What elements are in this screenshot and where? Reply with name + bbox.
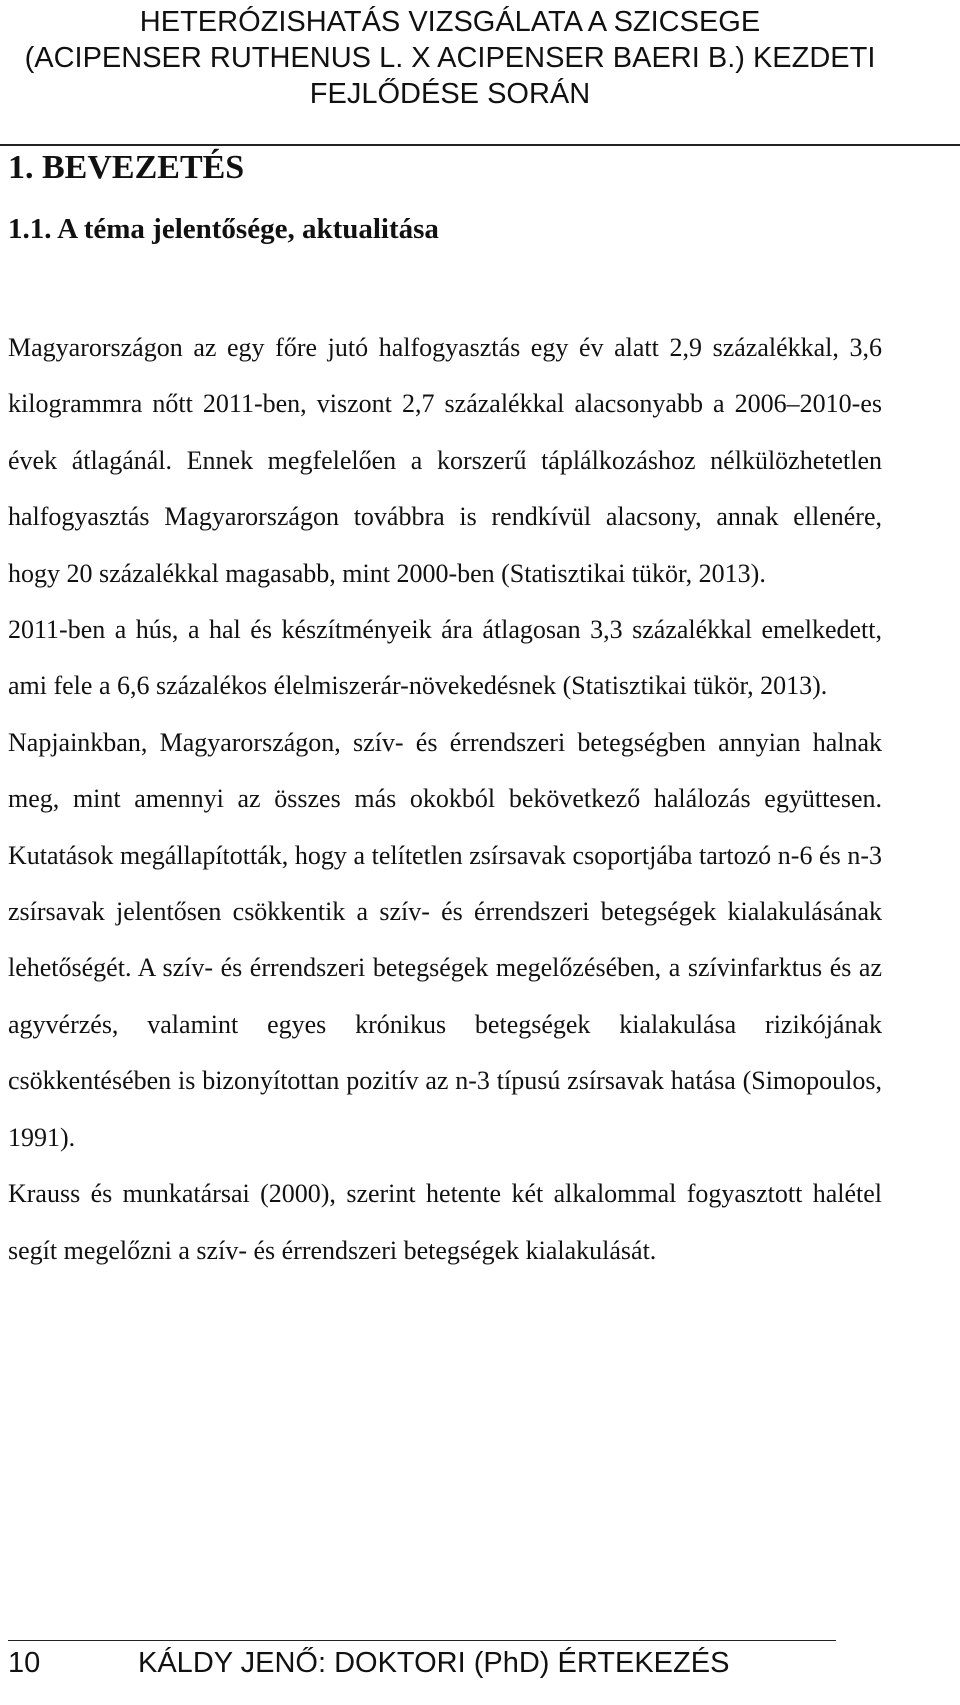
paragraph: Napjainkban, Magyarországon, szív- és érrendszeri betegségben annyian halnak meg, mint amennyi az összes más okokból bekövetkező halálozás együttesen. Kutatások megállapították, hogy a telítetlen zsírsavak csoportjába tartozó n-6 és n-3 zsírsavak jelentősen csökkentik a szív- és érrendszeri betegségek kialakulásának lehetőségét. A szív- és érrendszeri betegségek megelőzésében, a szívinfarktus és az agyvérzés, valamint egyes krónikus betegségek kialakulása rizikójának csökkentésében is bizonyítottan pozitív az n-3 típusú zsírsavak hatása (Simopoulos, 1991). [8, 727, 882, 1152]
running-head-line-3: FEJLŐDÉSE SORÁN [309, 78, 591, 110]
body-text [8, 320, 882, 1279]
chapter-heading: 1. BEVEZETÉS [8, 149, 245, 186]
running-head-line-1: HETERÓZISHATÁS VIZSGÁLATA A SZICSEGE [139, 6, 761, 38]
paragraph: Krauss és munkatársai (2000), szerint hetente két alkalommal fogyasztott halétel segít megelőzni a szív- és érrendszeri betegségek kialakulását. [8, 1179, 882, 1265]
page-number: 10 [8, 1647, 41, 1679]
paragraph: 2011-ben a hús, a hal és készítményeik ára átlagosan 3,3 százalékkal emelkedett, ami fele a 6,6 százalékos élelmiszerár-növekedésnek (Statisztikai tükör, 2013). [8, 615, 882, 701]
running-head [0, 4, 900, 112]
footer-title: KÁLDY JENŐ: DOKTORI (PhD) ÉRTEKEZÉS [138, 1647, 730, 1679]
paragraph: Magyarországon az egy főre jutó halfogyasztás egy év alatt 2,9 százalékkal, 3,6 kilogrammra nőtt 2011-ben, viszont 2,7 százalékkal alacsonyabb a 2006–2010-es évek átlagánál. Ennek megfelelően a korszerű táplálkozáshoz nélkülözhetetlen halfogyasztás Magyarországon továbbra is rendkívül alacsony, annak ellenére, hogy 20 százalékkal magasabb, mint 2000-ben (Statisztikai tükör, 2013). [8, 333, 882, 588]
section-heading: 1.1. A téma jelentősége, aktualitása [8, 213, 439, 245]
footer-divider [8, 1640, 836, 1641]
running-head-line-2: (ACIPENSER RUTHENUS L. X ACIPENSER BAERI B.) KEZDETI [24, 42, 876, 74]
